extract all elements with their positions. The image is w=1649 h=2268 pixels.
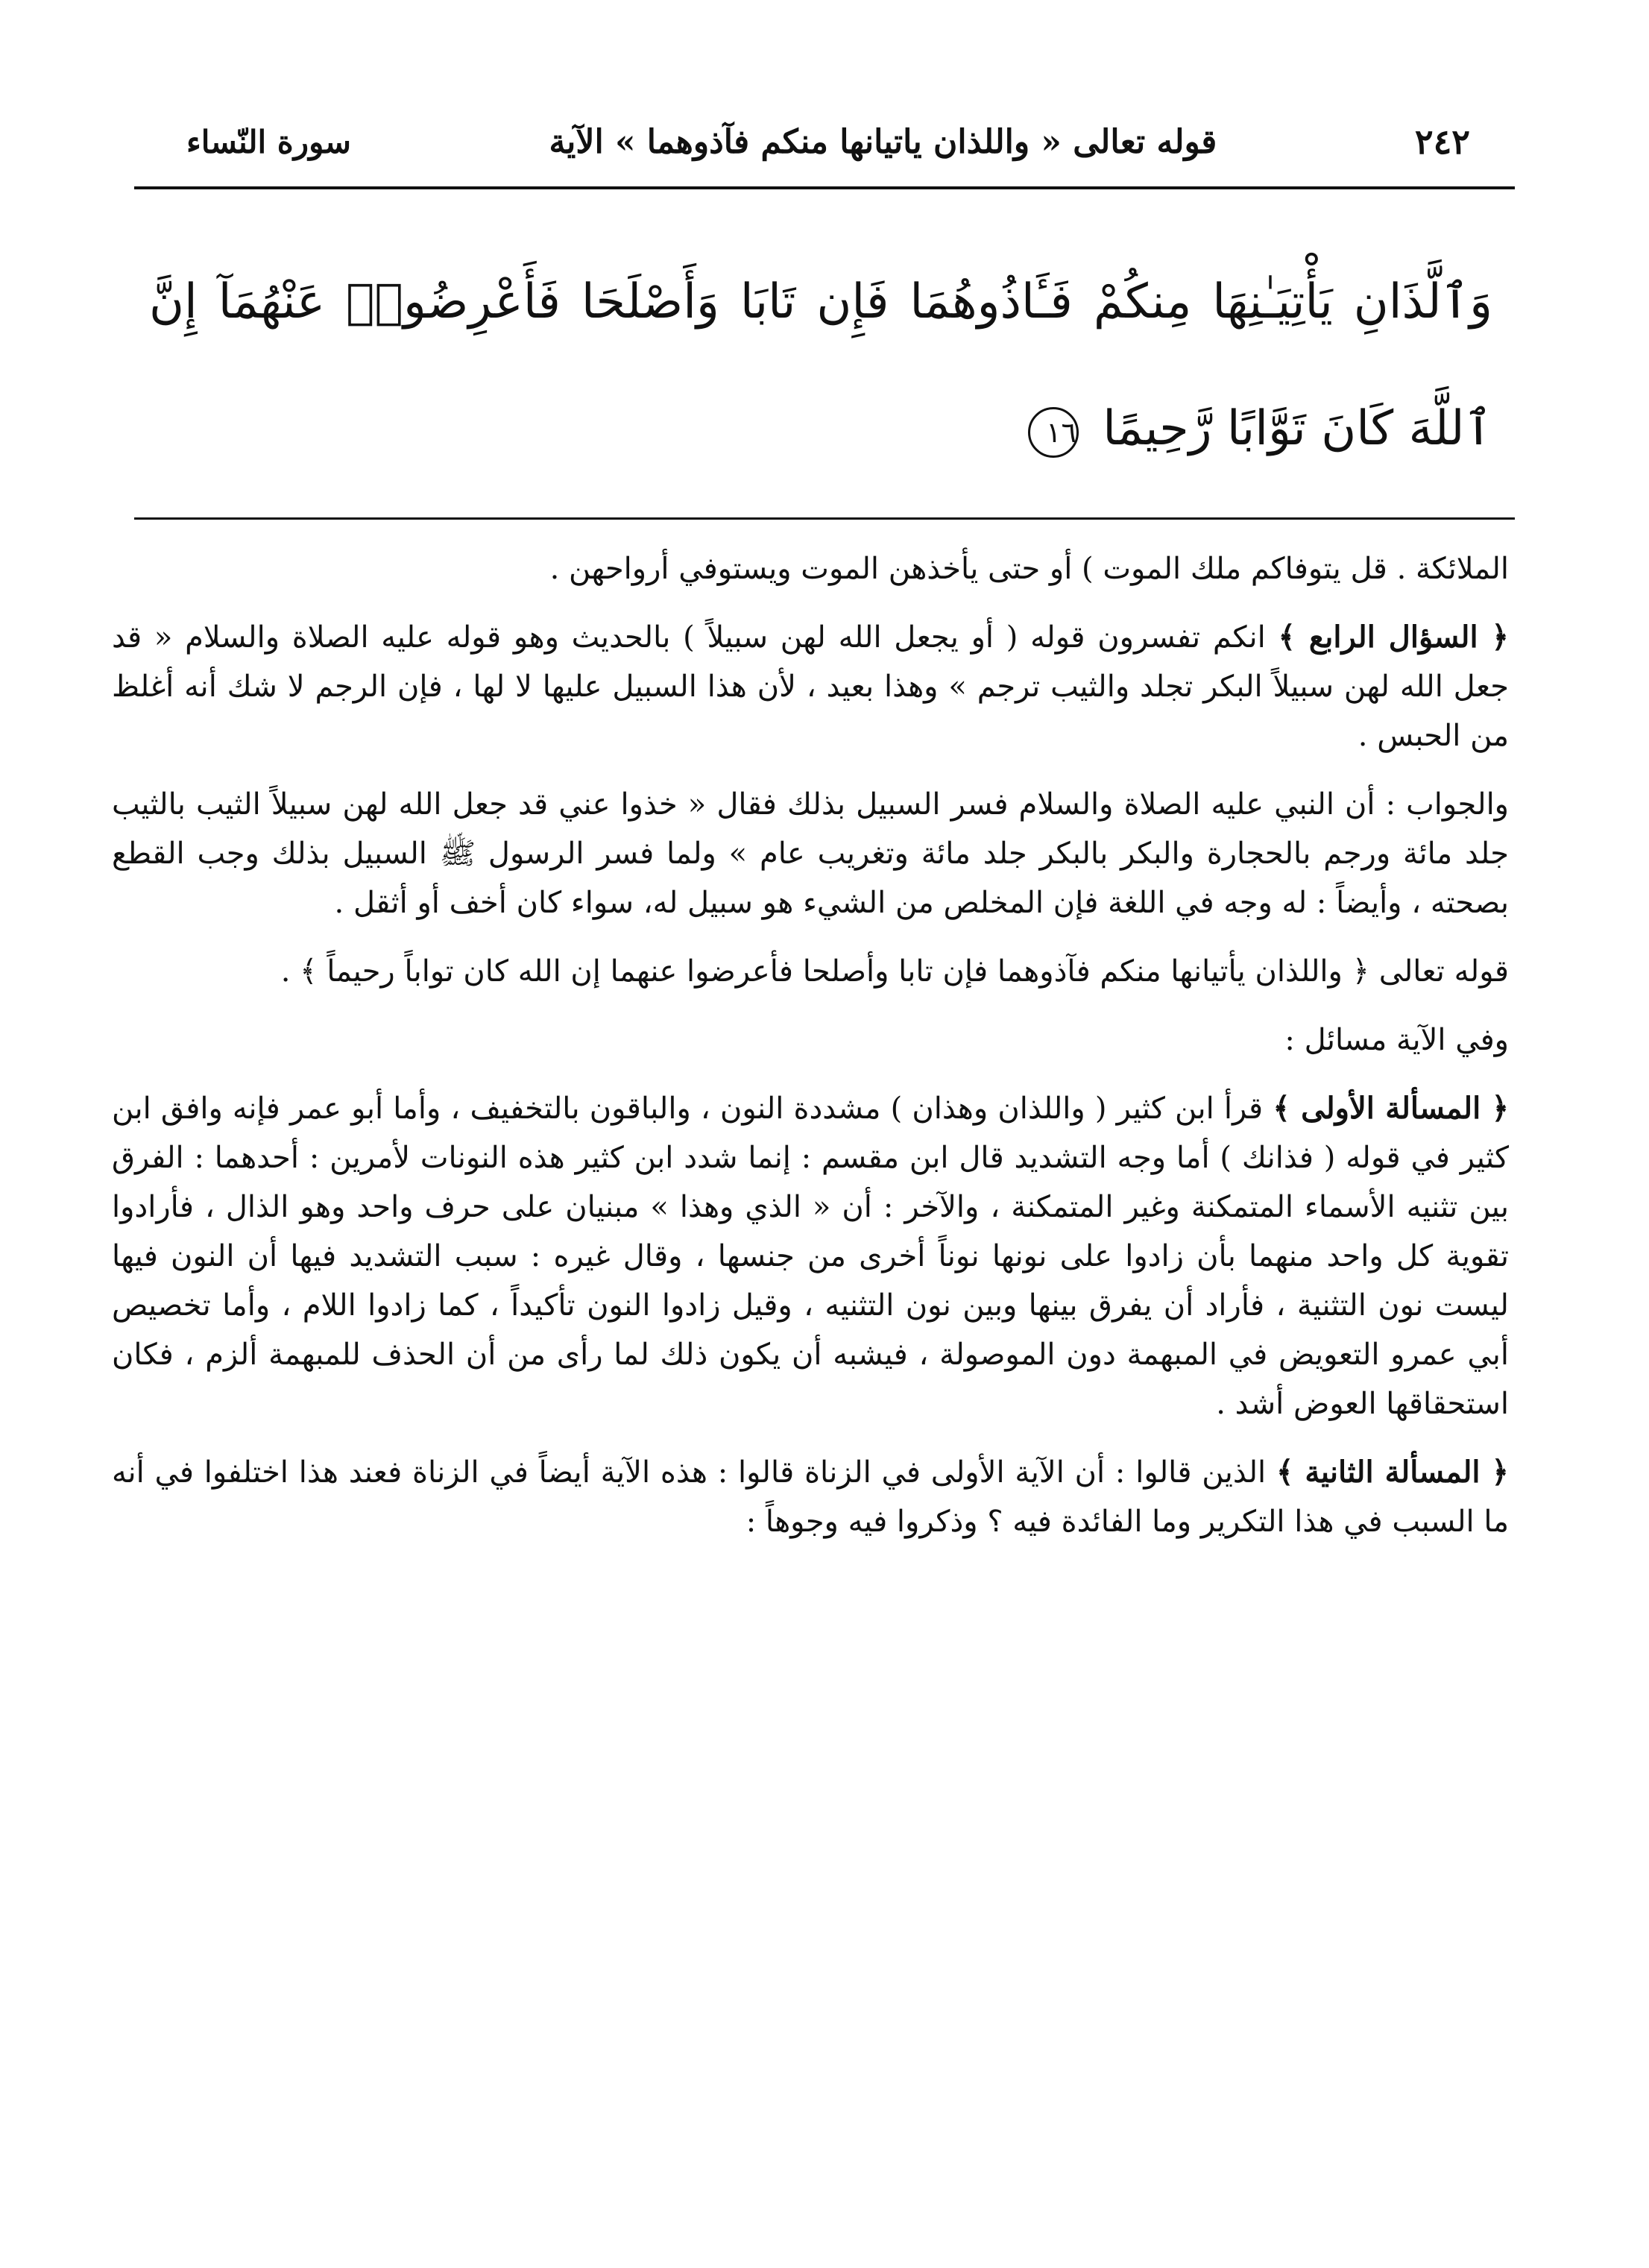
paragraph-text: قرأ ابن كثير ( واللذان وهذان ) مشددة النون ، والباقون بالتخفيف ، وأما أبو عمر فإنه وافق ابن كثير في قوله ( فذانك ) أما وجه التشديد قال ابن مقسم : إنما شدد ابن كثير هذه النونات لأمرين : أحدهما : الفرق بين تثنيه الأسماء المتمكنة وغير المتمكنة ، والآخر : أن « الذي وهذا » مبنيان على حرف واحد وهو الذال ، فأرادوا تقوية كل واحد منهما بأن زادوا على نونها نوناً أخرى من جنسها ، وقال غيره : سبب التشديد فيها أن النون فيها ليست نون التثنية ، فأراد أن يفرق بينها وبين نون التثنيه ، وقيل زادوا النون تأكيداً ، كما زادوا اللام ، وأما تخصيص أبي عمرو التعويض في المبهمة دون الموصولة ، فيشبه أن يكون ذلك لما رأى من أن الحذف للمبهمة ألزم ، فكان استحقاقها العوض أشد .: [112, 1092, 1509, 1421]
surah-name: سورة النّساء: [186, 123, 351, 160]
paragraph-1: [112, 544, 1509, 593]
ayah-number-marker: ١٦: [1028, 407, 1079, 458]
issue-two-heading: ﴿ المسألة الثانية ﴾: [1276, 1455, 1509, 1490]
verse-divider-rule: [134, 517, 1515, 520]
paragraph-text: والجواب : أن النبي عليه الصلاة والسلام فسر السبيل بذلك فقال « خذوا عني قد جعل الله لهن سبيلاً الثيب بالثيب جلد مائة ورجم بالحجارة والبكر بالبكر جلد مائة وتغريب عام » ولما فسر الرسول ﷺ السبيل بذلك وجب القطع بصحته ، وأيضاً : له وجه في اللغة فإن المخلص من الشيء هو سبيل له، سواء كان أخف أو أثقل .: [112, 787, 1509, 920]
commentary-body: [112, 544, 1509, 1566]
paragraph-6: [112, 1084, 1509, 1428]
paragraph-text: قوله تعالى ﴿ واللذان يأتيانها منكم فآذوهما فإن تابا وأصلحا فأعرضوا عنهما إن الله كان تواباً رحيماً ﴾ .: [280, 954, 1509, 989]
issue-one-heading: ﴿ المسألة الأولى ﴾: [1273, 1091, 1510, 1126]
paragraph-5: [112, 1015, 1509, 1065]
paragraph-text: انكم تفسرون قوله ( أو يجعل الله لهن سبيلاً ) بالحديث وهو قوله عليه الصلاة والسلام « قد جعل الله لهن سبيلاً البكر تجلد والثيب ترجم » وهذا بعيد ، لأن هذا السبيل عليها لا لها ، فإن الرجم لا شك أنه أغلظ من الحبس .: [112, 620, 1509, 753]
paragraph-text: الملائكة . قل يتوفاكم ملك الموت ) أو حتى يأخذهن الموت ويستوفي أرواحهن .: [549, 552, 1509, 586]
header-rule: [134, 186, 1515, 189]
paragraph-4: [112, 947, 1509, 996]
quran-verse: [149, 239, 1492, 492]
paragraph-7: [112, 1448, 1509, 1546]
page-number: ٢٤٢: [1414, 122, 1470, 162]
question-four-heading: ﴿ السؤال الرابع ﴾: [1278, 620, 1509, 655]
paragraph-text: الذين قالوا : أن الآية الأولى في الزناة قالوا : هذه الآية أيضاً في الزناة فعند هذا اختلفوا في أنه ما السبب في هذا التكرير وما الفائدة فيه ؟ وذكروا فيه وجوهاً :: [112, 1455, 1509, 1539]
paragraph-text: وفي الآية مسائل :: [1284, 1023, 1509, 1057]
paragraph-2: [112, 613, 1509, 760]
running-head-title: قوله تعالى « واللذان ياتيانها منكم فآذوهما » الآية: [549, 122, 1217, 161]
verse-text: وَٱلَّذَانِ يَأْتِيَـٰنِهَا مِنكُمْ فَـَٔاذُوهُمَا فَإِن تَابَا وَأَصْلَحَا فَأَعْرِضُوا۟ عَنْهُمَآ إِنَّ ٱللَّهَ كَانَ تَوَّابًا رَّحِيمًا: [149, 274, 1492, 456]
paragraph-3: [112, 780, 1509, 927]
running-head: [186, 112, 1470, 171]
